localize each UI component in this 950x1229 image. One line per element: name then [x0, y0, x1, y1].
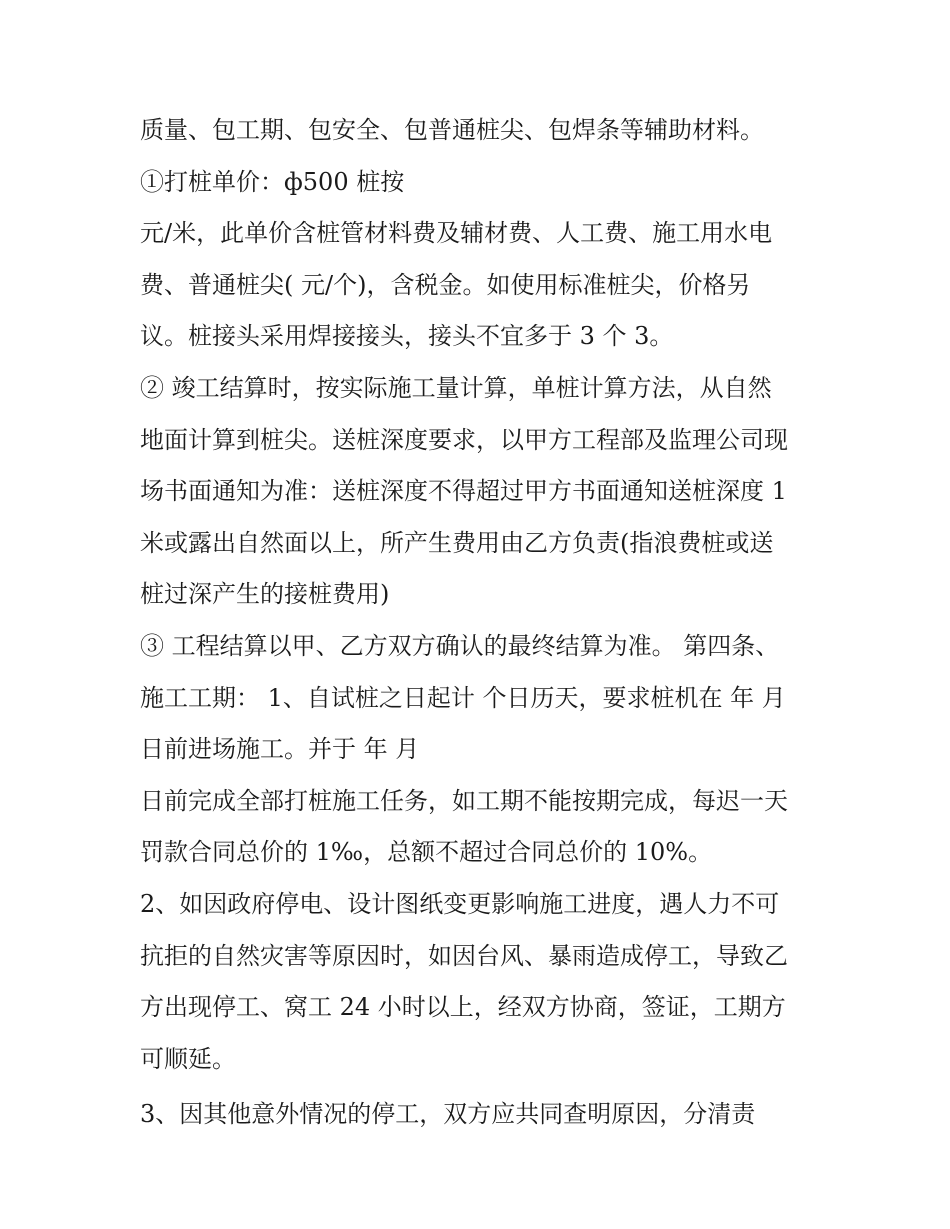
text-line: ①打桩单价：ф500 桩按	[140, 167, 405, 196]
text-line: ② 竣工结算时，按实际施工量计算，单桩计算方法，从自然	[140, 373, 772, 402]
text-line: 日前完成全部打桩施工任务，如工期不能按期完成，每迟一天	[140, 786, 788, 815]
document-body	[140, 105, 830, 1141]
text-line: 议。桩接头采用焊接接头，接头不宜多于 3 个 3。	[140, 322, 674, 351]
text-line: 日前进场施工。并于 年 月	[140, 735, 420, 764]
text-line: 场书面通知为准：送桩深度不得超过甲方书面通知送桩深度 1	[140, 477, 787, 506]
text-line: 抗拒的自然灾害等原因时，如因台风、暴雨造成停工，导致乙	[140, 941, 788, 970]
text-line: 地面计算到桩尖。送桩深度要求，以甲方工程部及监理公司现	[140, 425, 788, 454]
text-line: 3、因其他意外情况的停工，双方应共同查明原因，分清责	[140, 1100, 756, 1129]
text-line: 元/米，此单价含桩管材料费及辅材费、人工费、施工用水电	[140, 219, 773, 248]
text-line: 罚款合同总价的 1‰，总额不超过合同总价的 10%。	[140, 838, 713, 867]
text-line: 施工工期： 1、自试桩之日起计 个日历天，要求桩机在 年 月	[140, 683, 786, 712]
text-line: 方出现停工、窝工 24 小时以上，经双方协商，签证，工期方	[140, 993, 786, 1022]
text-line: 费、普通桩尖( 元/个)，含税金。如使用标准桩尖，价格另	[140, 270, 751, 299]
text-line: 可顺延。	[140, 1044, 236, 1073]
text-line: 桩过深产生的接桩费用)	[140, 580, 390, 609]
text-line: 米或露出自然面以上，所产生费用由乙方负责(指浪费桩或送	[140, 528, 774, 557]
text-line: 质量、包工期、包安全、包普通桩尖、包焊条等辅助材料。	[140, 116, 764, 144]
text-line: 2、如因政府停电、设计图纸变更影响施工进度，遇人力不可	[140, 889, 780, 918]
text-line: ③ 工程结算以甲、乙方双方确认的最终结算为准。 第四条、	[140, 631, 780, 660]
